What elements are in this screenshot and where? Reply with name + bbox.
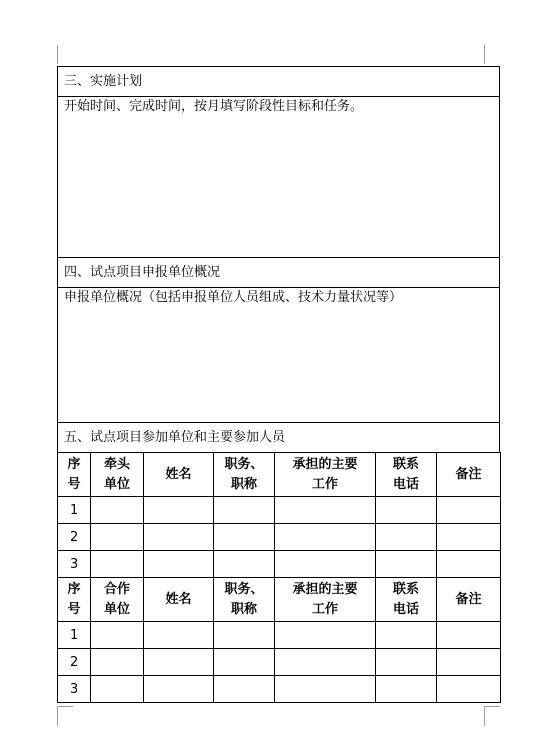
table-cell[interactable] [91,649,144,676]
header-title [214,578,275,622]
table-cell[interactable] [144,622,214,649]
table-cell[interactable] [275,676,376,703]
header-phone [376,578,437,622]
table-cell[interactable] [91,524,144,551]
table-cell[interactable] [214,524,275,551]
lead_table-header-row [58,453,501,497]
header-unit [91,453,144,497]
table-cell[interactable] [214,551,275,578]
table-cell[interactable] [144,551,214,578]
header-name-line: 姓名 [165,466,192,482]
table-cell[interactable] [437,551,501,578]
header-phone-line: 联系 [392,581,419,597]
row-index: 2 [58,524,91,551]
table-cell[interactable] [144,676,214,703]
table-cell[interactable] [437,676,501,703]
table-cell[interactable] [275,622,376,649]
table-cell[interactable] [275,649,376,676]
crop-mark-top-right [484,45,485,64]
header-title-line: 职务、 [224,456,264,472]
crop-mark-bottom-left-h [57,706,73,707]
header-unit-line: 牵头 [103,456,130,472]
header-index [58,453,91,497]
header-index-line: 号 [67,476,81,492]
table-cell[interactable] [275,524,376,551]
table-cell[interactable] [144,649,214,676]
table-cell[interactable] [91,551,144,578]
header-duties-line: 承担的主要 [292,581,358,597]
table-cell[interactable] [437,622,501,649]
header-duties-line: 工作 [311,601,338,617]
header-name [144,453,214,497]
header-duties [275,453,376,497]
table-row [58,622,501,649]
header-phone-line: 联系 [392,456,419,472]
table-cell[interactable] [91,676,144,703]
table-cell[interactable] [437,497,501,524]
header-duties [275,578,376,622]
section-participants [57,422,500,453]
table-cell[interactable] [376,676,437,703]
section-4-body[interactable]: 申报单位概况（包括申报单位人员组成、技术力量状况等） [64,290,403,305]
table-row [58,551,501,578]
header-name-line: 姓名 [165,591,192,607]
table-row [58,649,501,676]
table-row [58,676,501,703]
header-name [144,578,214,622]
header-duties-line: 工作 [311,476,338,492]
header-unit [91,578,144,622]
header-remarks-line: 备注 [455,466,482,482]
table-cell[interactable] [376,497,437,524]
table-row [58,524,501,551]
header-title [214,453,275,497]
header-title-line: 职务、 [224,581,264,597]
header-index [58,578,91,622]
partner_table-header-row [58,578,501,622]
header-phone [376,453,437,497]
participants-table [57,452,501,703]
table-cell[interactable] [437,524,501,551]
table-cell[interactable] [144,524,214,551]
crop-mark-bottom-right-h [484,706,500,707]
table-cell[interactable] [91,497,144,524]
table-cell[interactable] [275,551,376,578]
section-5-title: 五、试点项目参加单位和主要参加人员 [64,430,286,445]
header-unit-line: 单位 [103,476,130,492]
section-applicant-overview [57,257,500,423]
table-cell[interactable] [214,497,275,524]
header-index-line: 号 [67,601,81,617]
header-phone-line: 电话 [392,476,419,492]
header-phone-line: 电话 [392,601,419,617]
table-row [58,497,501,524]
row-index: 3 [58,676,91,703]
table-cell[interactable] [91,622,144,649]
table-cell[interactable] [214,622,275,649]
crop-mark-bottom-right-v [484,706,485,726]
header-duties-line: 承担的主要 [292,456,358,472]
table-cell[interactable] [376,649,437,676]
header-title-line: 职称 [230,476,257,492]
header-index-line: 序 [67,456,81,472]
table-cell[interactable] [214,649,275,676]
table-cell[interactable] [376,524,437,551]
row-index: 3 [58,551,91,578]
header-remarks-line: 备注 [455,591,482,607]
crop-mark-bottom-left-v [57,706,58,726]
header-index-line: 序 [67,581,81,597]
section-implementation-plan [57,66,500,258]
section-3-title: 三、实施计划 [58,67,499,97]
row-index: 1 [58,497,91,524]
header-title-line: 职称 [230,601,257,617]
table-cell[interactable] [214,676,275,703]
section-3-body[interactable]: 开始时间、完成时间，按月填写阶段性目标和任务。 [64,99,364,114]
table-cell[interactable] [437,649,501,676]
header-remarks [437,578,501,622]
row-index: 1 [58,622,91,649]
row-index: 2 [58,649,91,676]
header-unit-line: 单位 [103,601,130,617]
header-unit-line: 合作 [103,581,130,597]
section-4-title: 四、试点项目申报单位概况 [58,258,499,288]
header-remarks [437,453,501,497]
table-cell[interactable] [376,551,437,578]
crop-mark-top-left [57,45,58,64]
table-cell[interactable] [275,497,376,524]
table-cell[interactable] [376,622,437,649]
table-cell[interactable] [144,497,214,524]
